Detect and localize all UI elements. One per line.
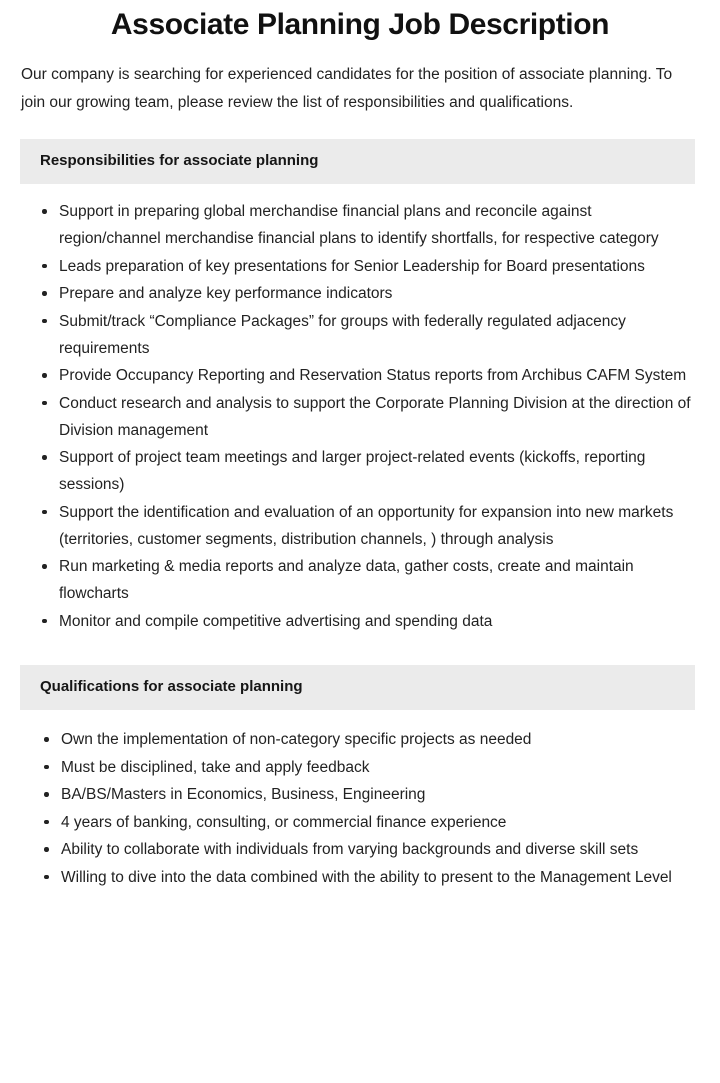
- list-item: Conduct research and analysis to support the Corporate Planning Division at the direction of Division management: [42, 390, 695, 444]
- list-item: Support of project team meetings and larger project-related events (kickoffs, reporting sessions): [42, 444, 695, 498]
- section-header-qualifications: Qualifications for associate planning: [20, 665, 695, 710]
- list-item: Must be disciplined, take and apply feedback: [44, 754, 695, 781]
- list-item: Provide Occupancy Reporting and Reservation Status reports from Archibus CAFM System: [42, 362, 695, 389]
- intro-paragraph: Our company is searching for experienced candidates for the position of associate planning. To join our growing team, please review the list of responsibilities and qualifications.: [21, 66, 673, 111]
- list-item: Support in preparing global merchandise financial plans and reconcile against region/channel merchandise financial plans to identify shortfalls, for respective category: [42, 198, 695, 252]
- list-item: Run marketing & media reports and analyze data, gather costs, create and maintain flowcharts: [42, 553, 695, 607]
- section-responsibilities: [0, 139, 720, 635]
- list-item: Monitor and compile competitive advertising and spending data: [42, 608, 695, 635]
- page-title: Associate Planning Job Description: [110, 8, 610, 41]
- list-item: Ability to collaborate with individuals from varying backgrounds and diverse skill sets: [44, 836, 695, 863]
- list-item: Willing to dive into the data combined with the ability to present to the Management Level: [44, 864, 695, 891]
- list-item: Leads preparation of key presentations for Senior Leadership for Board presentations: [42, 253, 695, 280]
- list-item: Own the implementation of non-category specific projects as needed: [44, 726, 695, 753]
- list-item: Submit/track “Compliance Packages” for groups with federally regulated adjacency requirements: [42, 308, 695, 362]
- responsibilities-list: [0, 184, 720, 635]
- section-qualifications: [0, 665, 720, 891]
- list-item: 4 years of banking, consulting, or commercial finance experience: [44, 809, 695, 836]
- list-item: BA/BS/Masters in Economics, Business, Engineering: [44, 781, 695, 808]
- section-divider-space: [0, 635, 720, 643]
- list-item: Prepare and analyze key performance indicators: [42, 280, 695, 307]
- list-item: Support the identification and evaluation of an opportunity for expansion into new markets (territories, customer segments, distribution channels, ) through analysis: [42, 499, 695, 553]
- section-header-responsibilities: Responsibilities for associate planning: [20, 139, 695, 184]
- qualifications-list: [0, 710, 720, 891]
